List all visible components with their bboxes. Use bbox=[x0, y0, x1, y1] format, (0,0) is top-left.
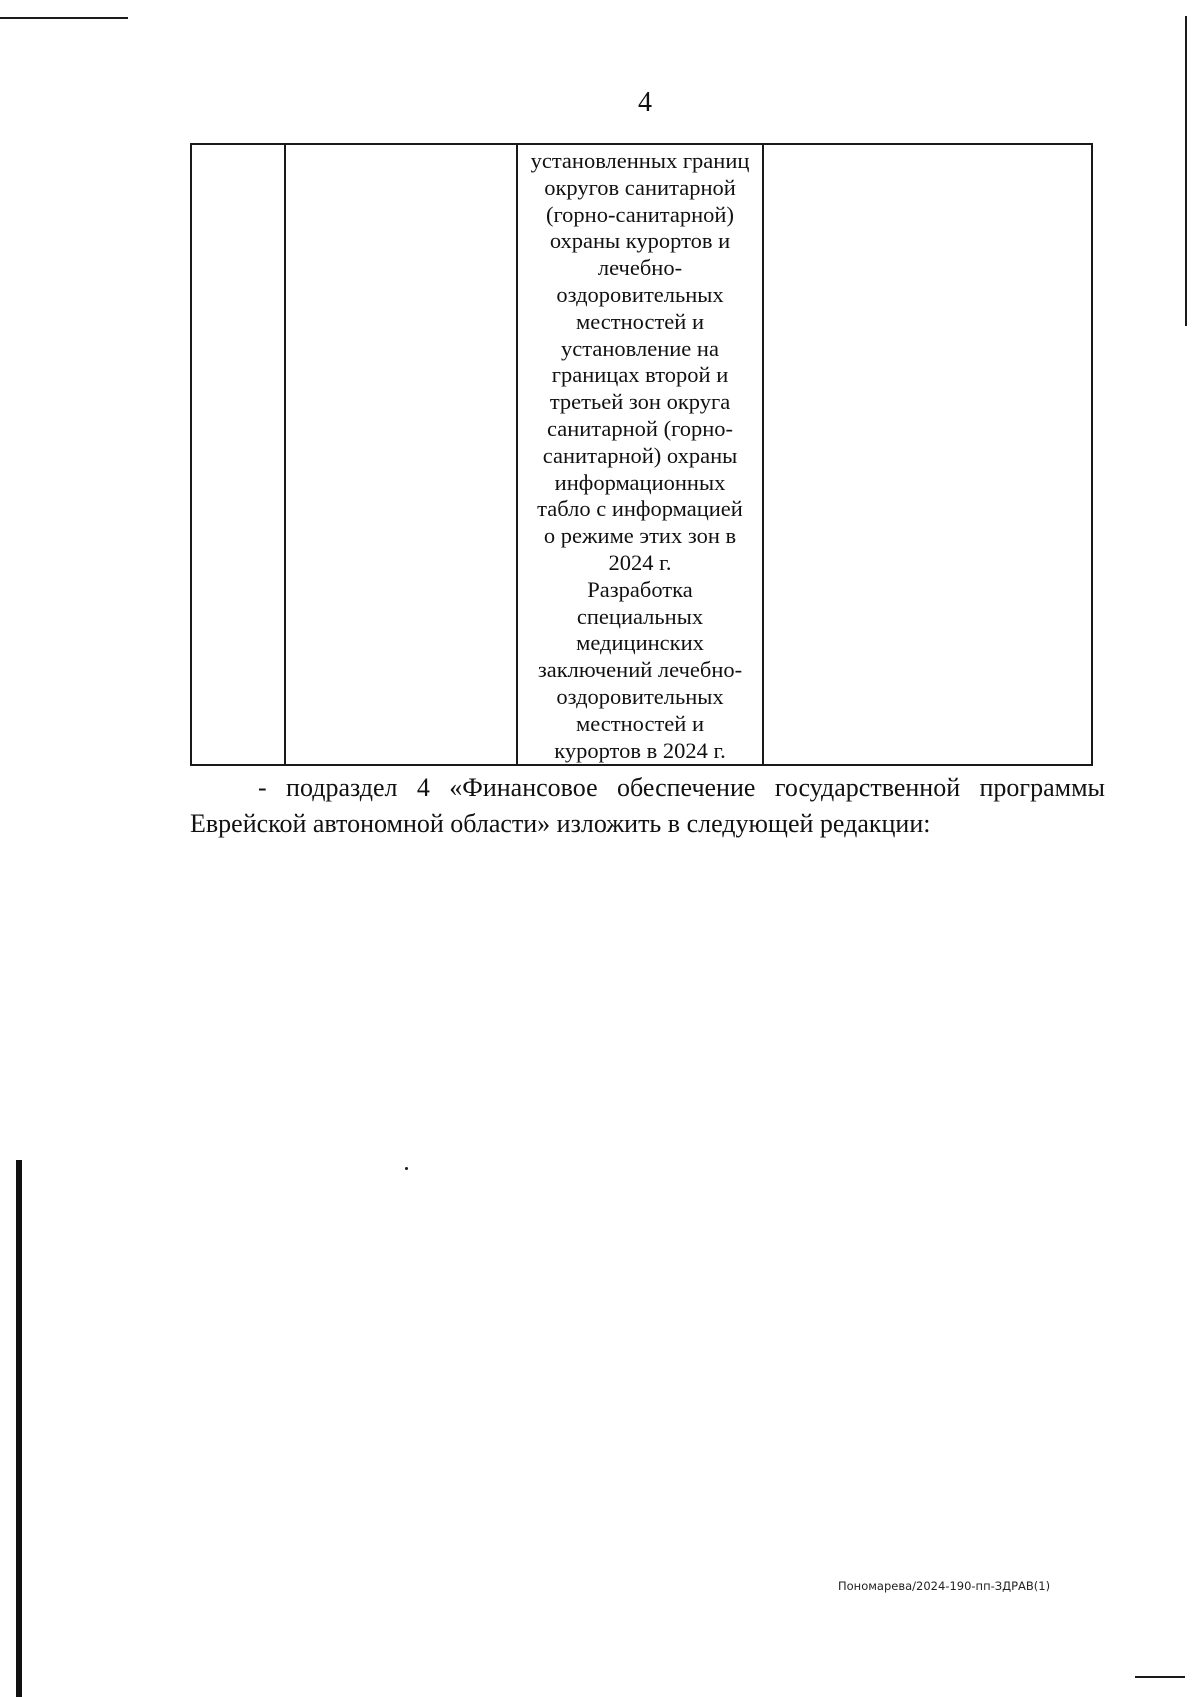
scan-artifact-dot bbox=[405, 1167, 408, 1170]
cell-text-col4 bbox=[764, 145, 1091, 148]
paragraph-line-1: - подраздел 4 «Финансовое обеспечение государственной программы bbox=[258, 773, 1105, 802]
paragraph-line-2: Еврейской автономной области» изложить в следующей редакции: bbox=[190, 809, 931, 838]
table-row bbox=[191, 144, 1092, 765]
scan-artifact-top-left bbox=[0, 17, 128, 19]
table-cell-col4 bbox=[763, 144, 1092, 765]
cell-text-col2 bbox=[286, 145, 516, 148]
cell-text-col3: установленных границ округов санитарной (горно-санитарной) охраны курортов и лечебно- оздоровительных местностей и установление на границах второй и третьей зон округа санитарной (горно- санитарной) охраны информационных табло с информацией о режиме этих зон в 2024 г. Разработка специальных медицинских заключений лечебно- оздоровительных местностей и курортов в 2024 г. bbox=[530, 148, 750, 763]
scan-artifact-bottom-right bbox=[1135, 1676, 1185, 1678]
table-cell-col2 bbox=[285, 144, 517, 765]
cell-text-col1 bbox=[192, 145, 284, 148]
footer-document-tag: Пономарева/2024-190-пп-ЗДРАВ(1) bbox=[838, 1579, 1051, 1593]
page-number: 4 bbox=[638, 87, 652, 118]
scan-artifact-left-edge bbox=[16, 1160, 22, 1697]
program-table bbox=[190, 143, 1093, 766]
table-cell-col3 bbox=[517, 144, 763, 765]
body-paragraph bbox=[190, 770, 1105, 842]
scan-artifact-right-edge bbox=[1185, 16, 1187, 326]
table-cell-col1 bbox=[191, 144, 285, 765]
